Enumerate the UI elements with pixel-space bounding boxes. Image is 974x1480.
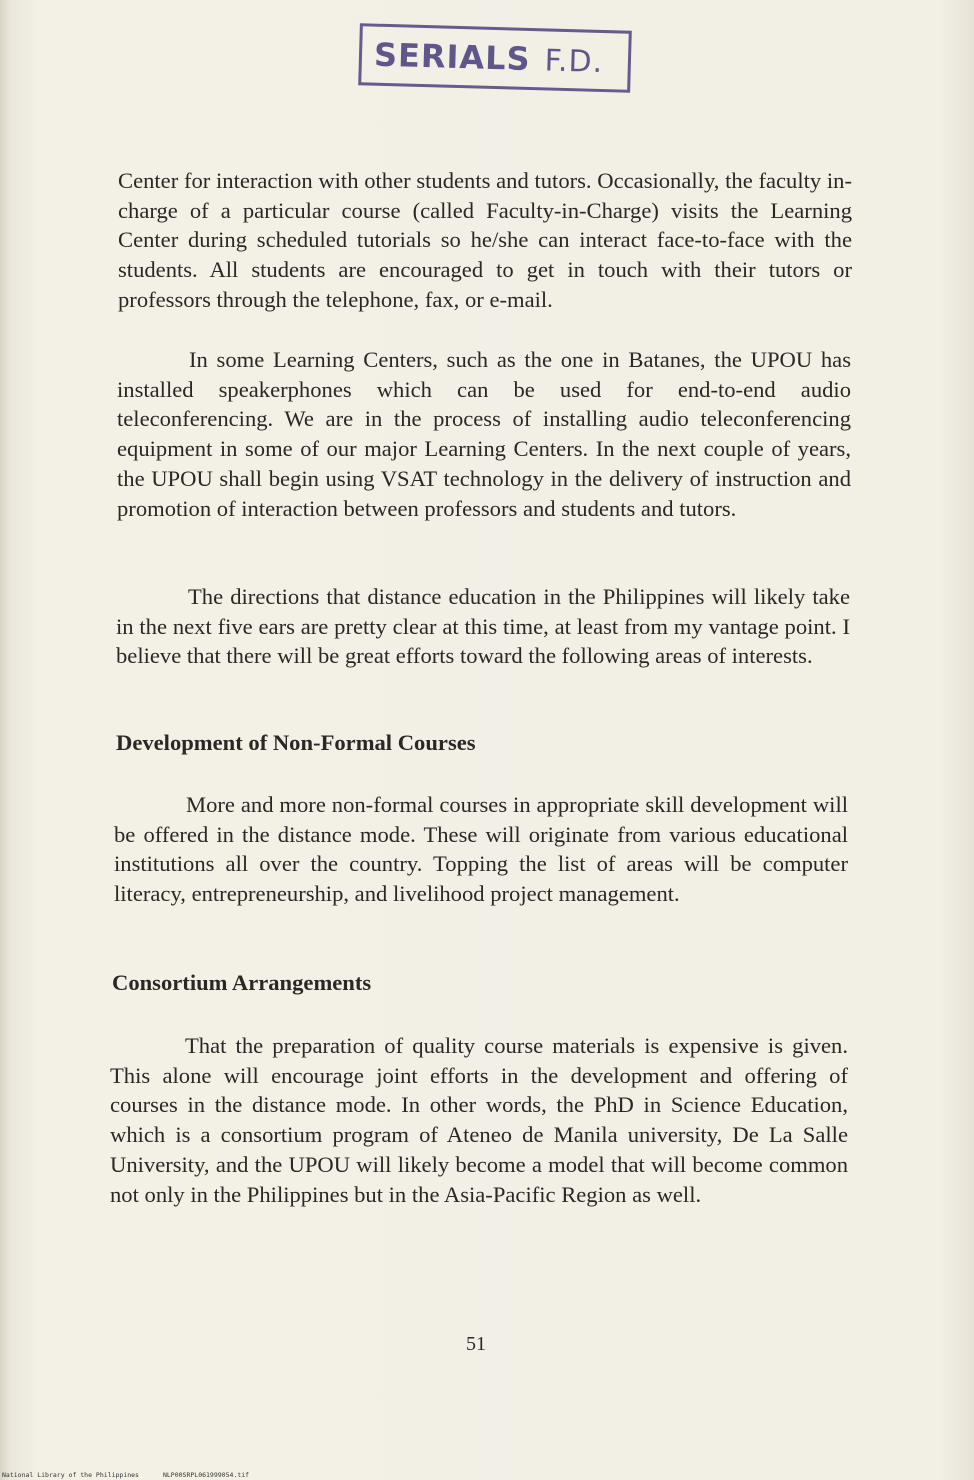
heading-non-formal-courses: Development of Non-Formal Courses — [116, 730, 476, 755]
stamp-text: SERIALS — [373, 35, 532, 78]
stamp-suffix: F.D. — [544, 43, 604, 81]
heading-consortium-arrangements: Consortium Arrangements — [112, 970, 372, 995]
paragraph-learning-center: Center for interaction with other students and tutors. Occasionally, the faculty in-charge of a particular course (called Faculty-in-Charge) visits the Learning Center during scheduled tutorials so he/she can interact face-to-face with the students. All students are encouraged to get in touch with their tutors or professors through the telephone, fax, or e-mail. — [118, 168, 852, 312]
paragraph-directions: The directions that distance education in the Philippines will likely take in the next five ears are pretty clear at this time, at least from my vantage point. I believe that there will be great efforts toward the following areas of interests. — [116, 584, 850, 669]
paragraph-teleconferencing: In some Learning Centers, such as the one in Batanes, the UPOU has installed speakerphones which can be used for end-to-end audio teleconferencing. We are in the process of installing audio teleconferencing equipment in some of our major Learning Centers. In the next couple of years, the UPOU shall begin using VSAT technology in the delivery of instruction and promotion of interaction between professors and students and tutors. — [117, 347, 851, 521]
footer-file: NLP00SRPL061999054.tif — [162, 1471, 250, 1479]
scan-footer — [2, 1471, 249, 1479]
serials-stamp — [358, 23, 632, 93]
paragraph-consortium: That the preparation of quality course materials is expensive is given. This alone will encourage joint efforts in the development and offering of courses in the distance mode. In other words, the PhD in Science Education, which is a consortium program of Ateneo de Manila university, De La Salle University, and the UPOU will likely become a model that will become common not only in the Philippines but in the Asia-Pacific Region as well. — [110, 1033, 848, 1207]
page-number: 51 — [466, 1333, 486, 1355]
paragraph-non-formal-courses: More and more non-formal courses in appropriate skill development will be offered in the distance mode. These will originate from various educational institutions all over the country. Topping the list of areas will be computer literacy, entrepreneurship, and livelihood project management. — [114, 792, 848, 907]
footer-library: National Library of the Philippines — [2, 1471, 139, 1479]
